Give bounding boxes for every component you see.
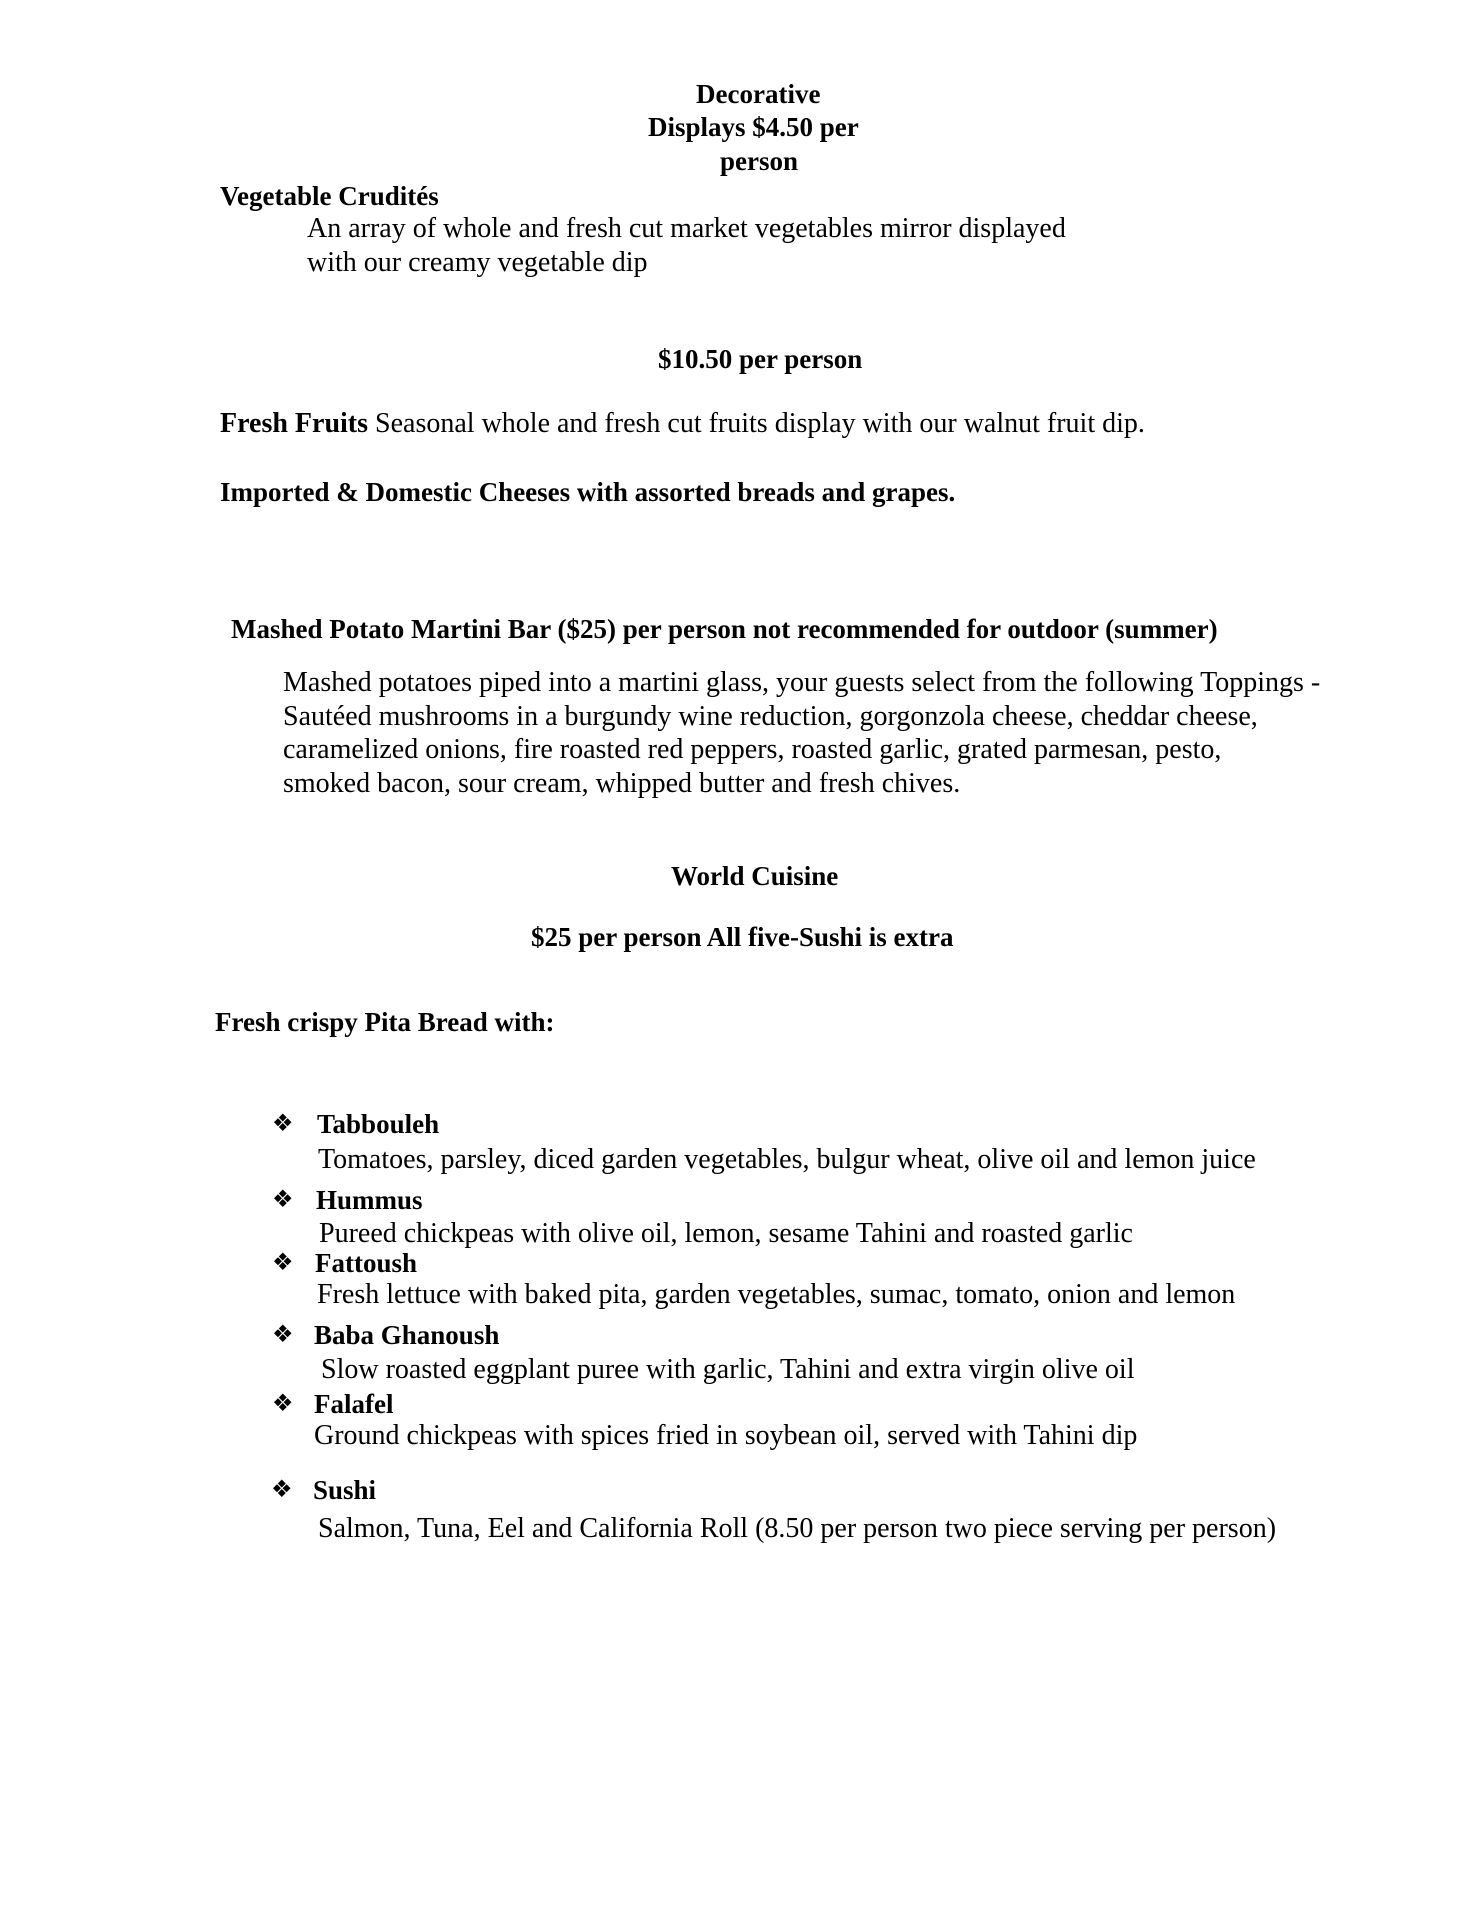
martini-bar-desc-line1: Mashed potatoes piped into a martini glass, your guests select from the following Toppings -: [283, 667, 1321, 698]
diamond-bullet-icon: ❖: [272, 1250, 294, 1276]
item-desc: Ground chickpeas with spices fried in soybean oil, served with Tahini dip: [314, 1420, 1138, 1451]
diamond-bullet-icon: ❖: [271, 1477, 293, 1503]
displays-title-line1: Decorative: [696, 79, 821, 109]
item-desc: Slow roasted eggplant puree with garlic, Tahini and extra virgin olive oil: [321, 1354, 1135, 1385]
world-cuisine-price: $25 per person All five-Sushi is extra: [531, 922, 954, 952]
displays-title-line3: person: [720, 146, 799, 176]
crudites-heading: Vegetable Crudités: [220, 181, 439, 211]
displays-price: $10.50 per person: [658, 344, 863, 374]
martini-bar-desc-line4: smoked bacon, sour cream, whipped butter and fresh chives.: [283, 768, 961, 799]
item-name: Baba Ghanoush: [314, 1320, 500, 1350]
fresh-fruits-desc: Seasonal whole and fresh cut fruits display with our walnut fruit dip.: [368, 408, 1145, 439]
item-desc: Tomatoes, parsley, diced garden vegetables, bulgur wheat, olive oil and lemon juice: [318, 1144, 1256, 1175]
crudites-desc-line1: An array of whole and fresh cut market vegetables mirror displayed: [307, 213, 1066, 244]
item-desc: Fresh lettuce with baked pita, garden vegetables, sumac, tomato, onion and lemon: [317, 1279, 1236, 1310]
item-name: Falafel: [314, 1389, 394, 1419]
item-desc: Pureed chickpeas with olive oil, lemon, sesame Tahini and roasted garlic: [319, 1218, 1133, 1249]
pita-heading: Fresh crispy Pita Bread with:: [215, 1007, 555, 1037]
diamond-bullet-icon: ❖: [272, 1391, 294, 1417]
martini-bar-heading: Mashed Potato Martini Bar ($25) per person not recommended for outdoor (summer): [231, 614, 1218, 644]
item-name: Tabbouleh: [317, 1109, 440, 1139]
displays-title-line2: Displays $4.50 per: [648, 112, 859, 142]
diamond-bullet-icon: ❖: [272, 1322, 294, 1348]
diamond-bullet-icon: ❖: [272, 1111, 294, 1137]
cheeses-heading: Imported & Domestic Cheeses with assorted breads and grapes.: [220, 477, 956, 507]
world-cuisine-title: World Cuisine: [671, 861, 839, 891]
item-desc: Salmon, Tuna, Eel and California Roll (8.50 per person two piece serving per person): [318, 1513, 1277, 1544]
diamond-bullet-icon: ❖: [272, 1187, 294, 1213]
martini-bar-desc-line3: caramelized onions, fire roasted red peppers, roasted garlic, grated parmesan, pesto,: [283, 734, 1222, 765]
item-name: Hummus: [316, 1185, 423, 1215]
item-name: Sushi: [313, 1475, 377, 1505]
item-name: Fattoush: [315, 1248, 418, 1278]
crudites-desc-line2: with our creamy vegetable dip: [307, 247, 648, 278]
fresh-fruits-line: [220, 410, 1145, 438]
fresh-fruits-heading: Fresh Fruits: [220, 408, 369, 439]
martini-bar-desc-line2: Sautéed mushrooms in a burgundy wine reduction, gorgonzola cheese, cheddar cheese,: [283, 701, 1258, 732]
